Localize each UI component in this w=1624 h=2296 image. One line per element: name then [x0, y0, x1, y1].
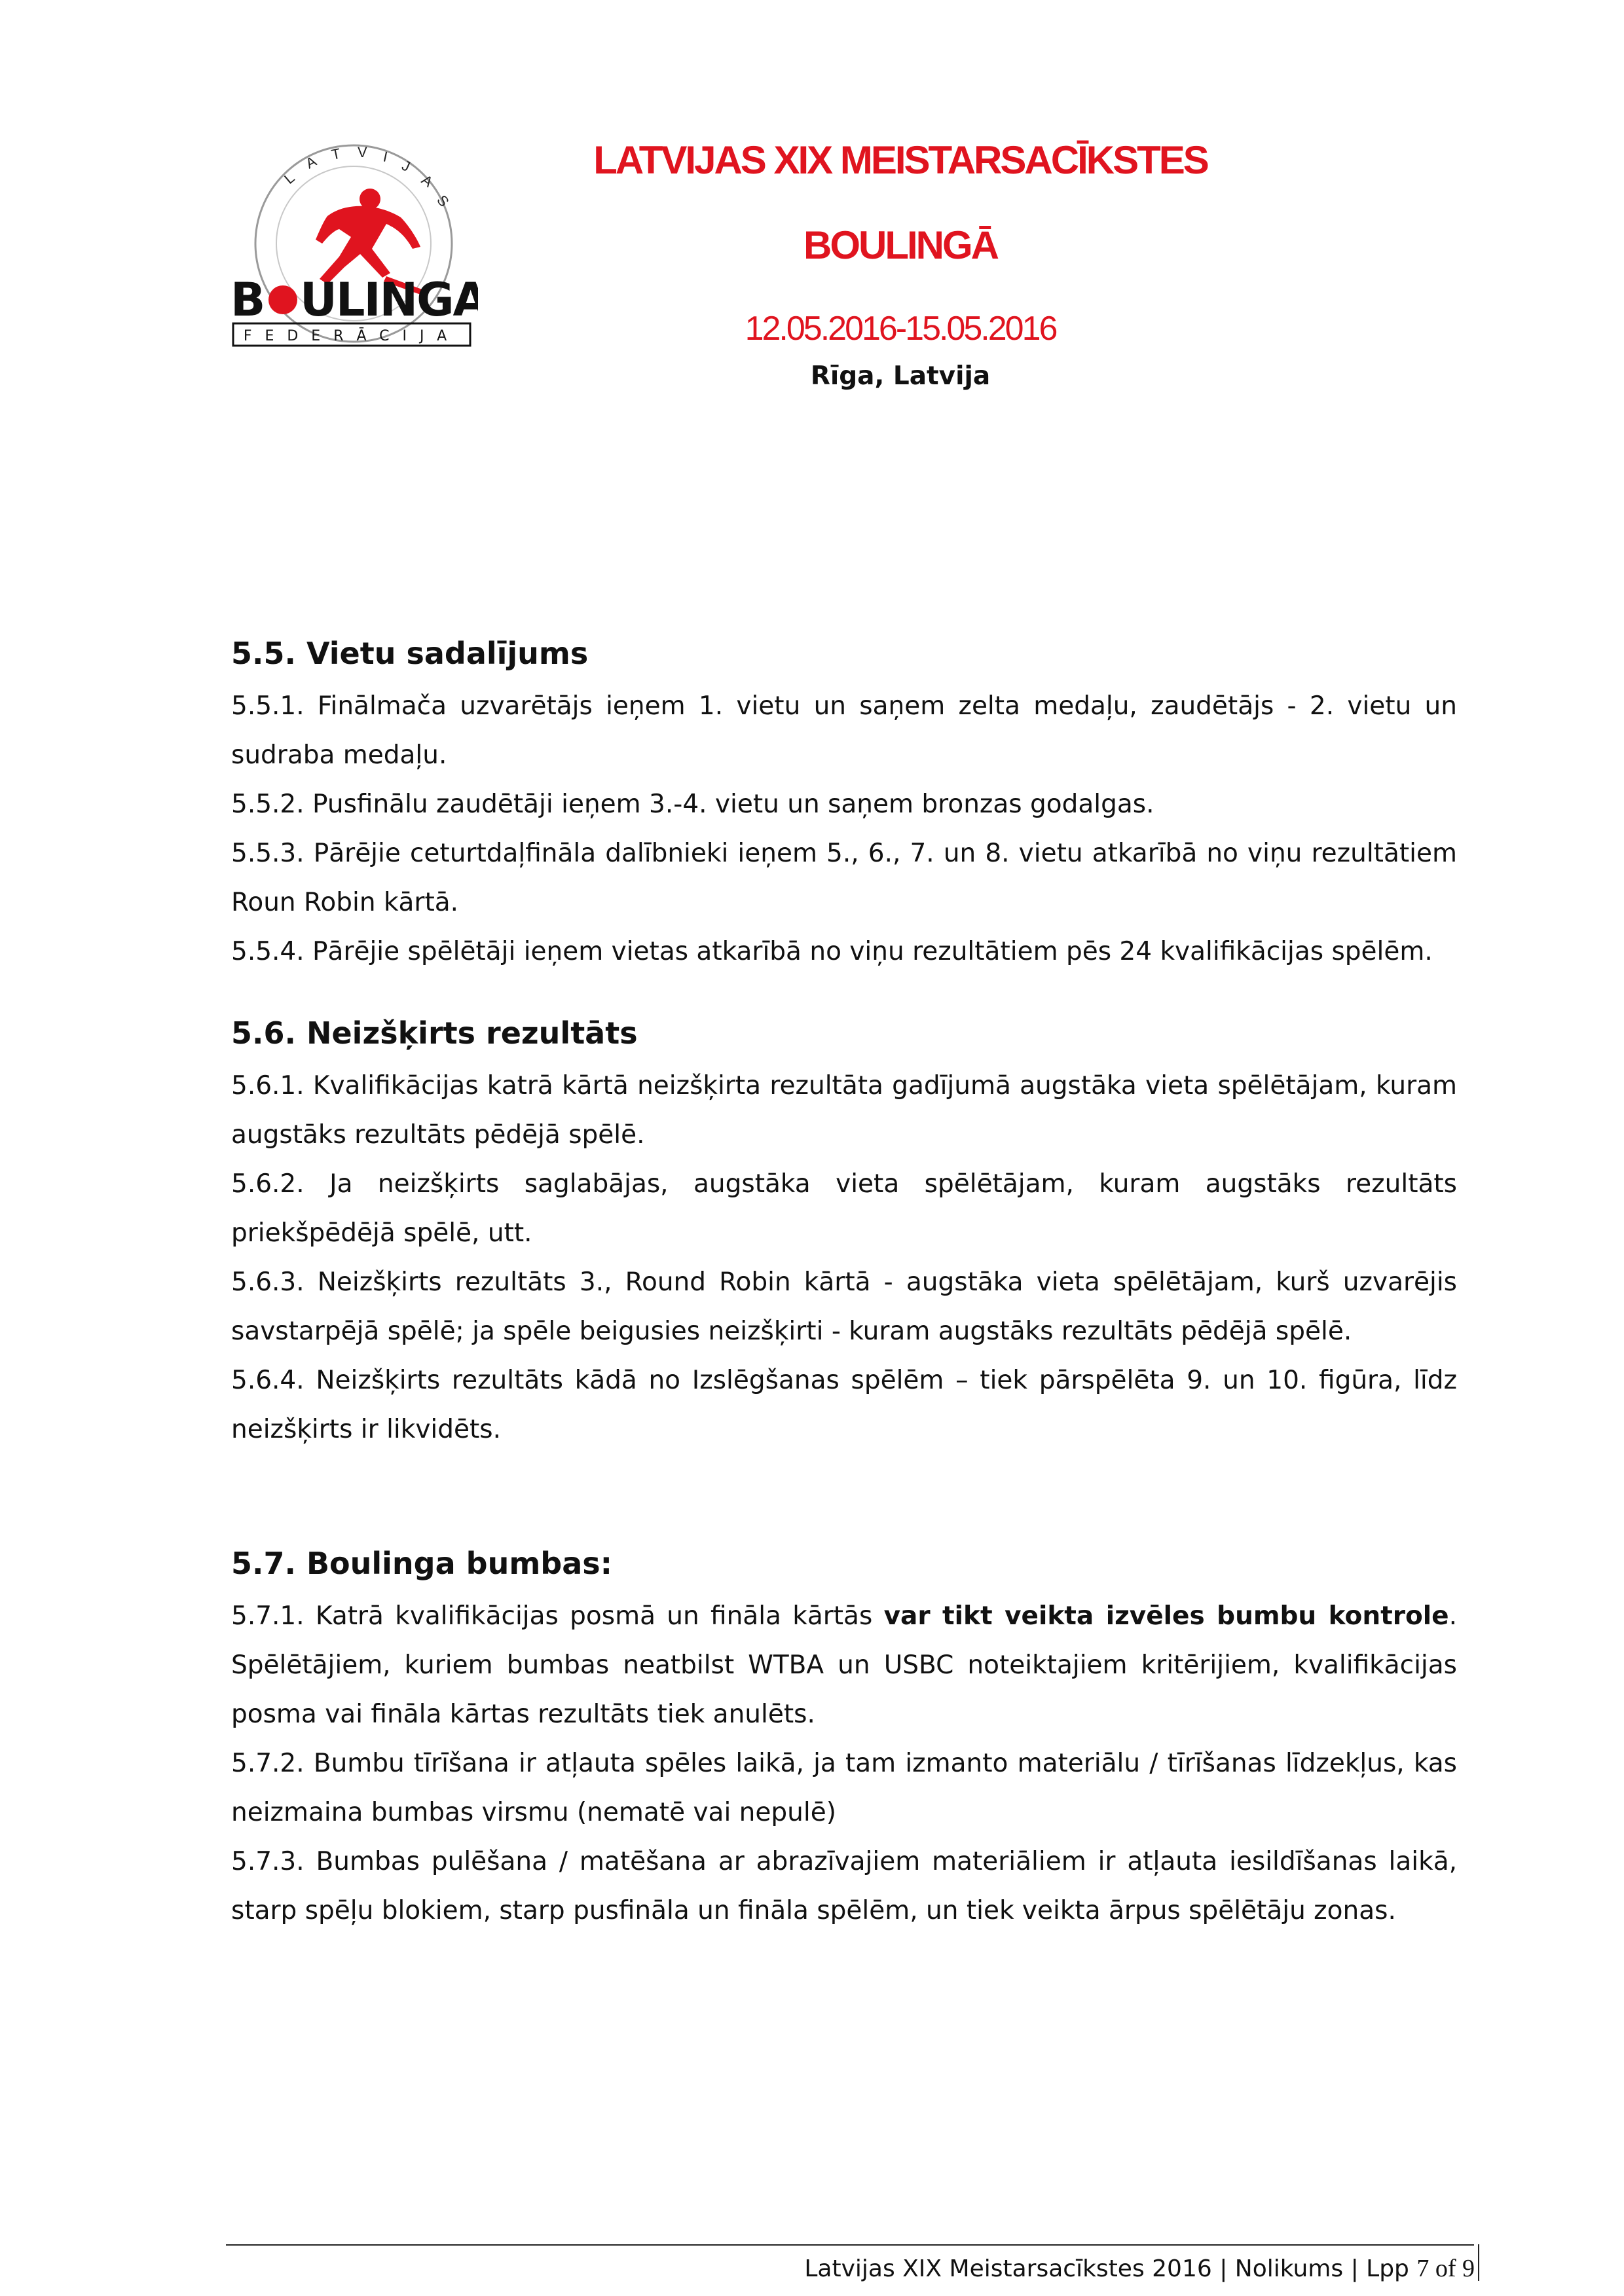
paragraph-text: 5.7.1. Katrā kvalifikācijas posmā un fināla kārtās [231, 1601, 884, 1631]
logo-subtitle: FEDERĀCIJA [243, 328, 460, 344]
federation-logo [229, 139, 478, 361]
ring-letter: L [281, 169, 298, 187]
paragraph-emphasis: var tikt veikta izvēles bumbu kontrole [883, 1601, 1449, 1631]
paragraph: 5.5.1. Finālmača uzvarētājs ieņem 1. vietu un saņem zelta medaļu, zaudētājs - 2. vietu un sudraba medaļu. [231, 691, 1457, 770]
logo-wordmark-b: B [231, 273, 265, 327]
page-number: 7 of 9 [1416, 2255, 1475, 2282]
paragraph: 5.5.4. Pārējie spēlētāji ieņem vietas atkarībā no viņu rezultātiem pēs 24 kvalifikācijas spēlēm. [231, 937, 1433, 966]
ring-letter: A [303, 153, 320, 172]
footer-divider [226, 2244, 1474, 2246]
paragraph: 5.6.1. Kvalifikācijas katrā kārtā neizšķirta rezultāta gadījumā augstāka vieta spēlētājam, kuram augstāks rezultāts pēdējā spēlē. [231, 1071, 1457, 1150]
section-heading: 5.6. Neizšķirts rezultāts [231, 1015, 638, 1051]
ring-letter: S [434, 192, 452, 210]
bowling-ball-icon [268, 285, 297, 314]
ring-letter: A [418, 171, 436, 191]
bowler-icon [229, 139, 478, 361]
paragraph: 5.5.3. Pārējie ceturtdaļfināla dalībnieki ieņem 5., 6., 7. un 8. vietu atkarībā no viņu rezultātiem Roun Robin kārtā. [231, 839, 1457, 917]
ring-letter: V [358, 144, 367, 160]
paragraph: 5.6.2. Ja neizšķirts saglabājas, augstāka vieta spēlētājam, kuram augstāks rezultāts priekšpēdējā spēlē, utt. [231, 1169, 1457, 1248]
footer-divider-vertical [1478, 2244, 1479, 2281]
ring-letter: J [399, 156, 413, 175]
paragraph: 5.7.2. Bumbu tīrīšana ir atļauta spēles laikā, ja tam izmanto materiālu / tīrīšanas līdzekļus, kas neizmaina bumbas virsmu (nematē vai nepulē) [231, 1749, 1457, 1827]
ring-letter: I [381, 148, 390, 166]
document-title: LATVIJAS XIX MEISTARSACĪKSTES [593, 138, 1208, 182]
footer-text: Latvijas XIX Meistarsacīkstes 2016 | Nolikums | Lpp [804, 2255, 1417, 2282]
document-subtitle: BOULINGĀ [803, 223, 997, 267]
event-dates: 12.05.2016-15.05.2016 [745, 310, 1056, 348]
page-footer [804, 2252, 1475, 2286]
paragraph: 5.7.3. Bumbas pulēšana / matēšana ar abrazīvajiem materiāliem ir atļauta iesildīšanas laikā, starp spēļu blokiem, starp pusfināla un fināla spēlēm, un tiek veikta ārpus spēlētāju zonas. [231, 1847, 1457, 1925]
paragraph: 5.6.4. Neizšķirts rezultāts kādā no Izslēgšanas spēlēm – tiek pārspēlēta 9. un 10. figūra, līdz neizšķirts ir likvidēts. [231, 1366, 1457, 1444]
section-heading: 5.7. Boulinga bumbas: [231, 1546, 613, 1581]
paragraph: 5.6.3. Neizšķirts rezultāts 3., Round Robin kārtā - augstāka vieta spēlētājam, kurš uzvarējis savstarpējā spēlē; ja spēle beigusies neizšķirti - kuram augstāks rezultāts pēdējā spēlē. [231, 1267, 1457, 1346]
section-heading: 5.5. Vietu sadalījums [231, 636, 589, 671]
section-place-distribution [231, 630, 1457, 976]
paragraph: 5.5.2. Pusfinālu zaudētāji ieņem 3.-4. vietu un saņem bronzas godalgas. [231, 790, 1154, 819]
paragraph [231, 1592, 1457, 1739]
event-location: Rīga, Latvija [810, 361, 991, 391]
paragraph-text: . Spēlētājiem, kuriem bumbas neatbilst WTBA un USBC noteiktajiem kritērijiem, kvalifikācijas posma vai fināla kārtas rezultāts tiek anulēts. [231, 1601, 1458, 1729]
section-bowling-balls [231, 1540, 1457, 1935]
document-body [231, 630, 1457, 1969]
logo-wordmark-rest: ULINGA [300, 273, 478, 327]
section-tie-result [231, 1010, 1457, 1454]
ring-letter: T [329, 145, 342, 163]
